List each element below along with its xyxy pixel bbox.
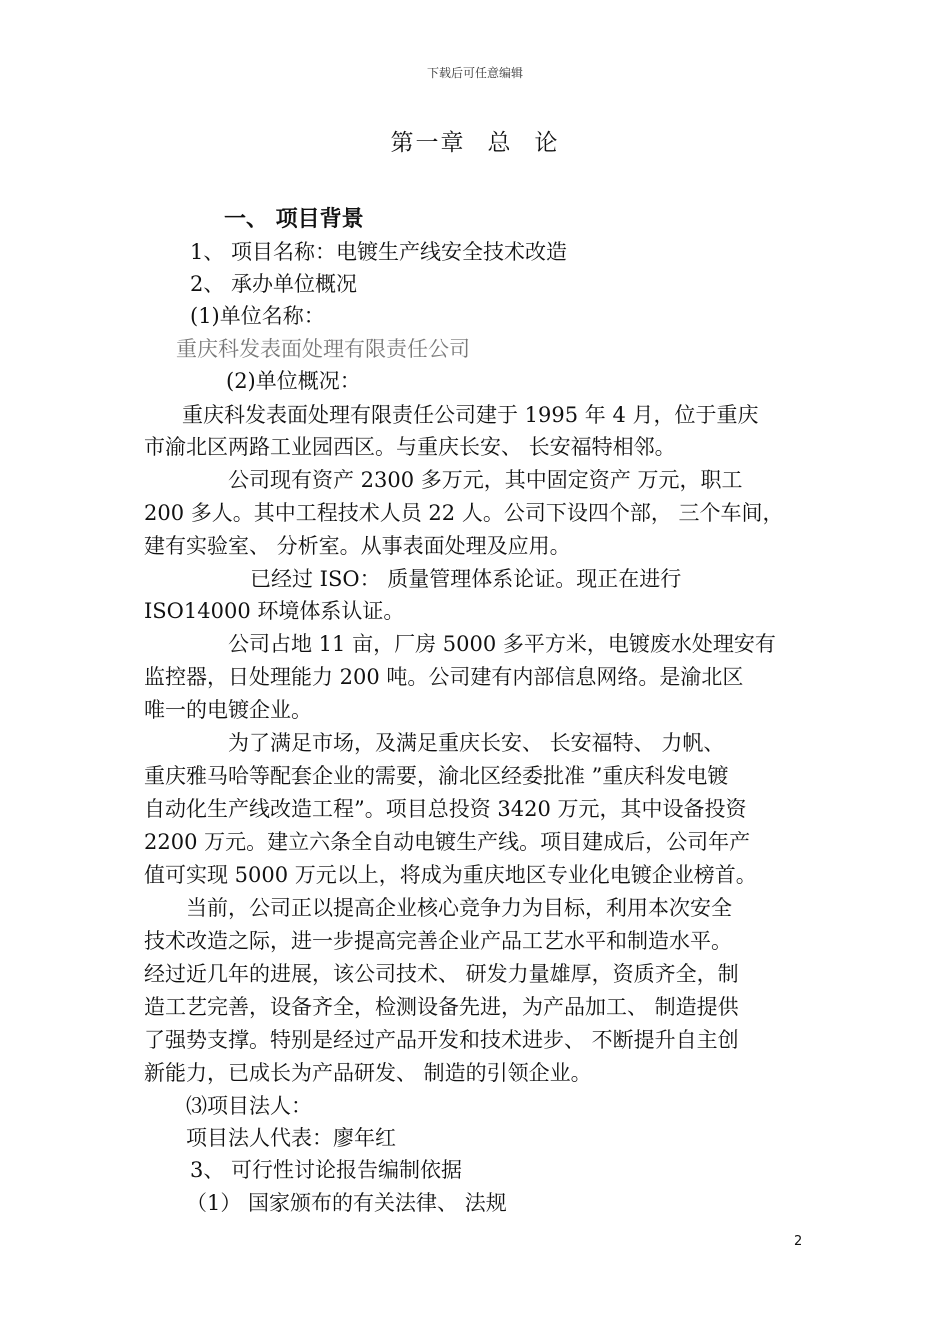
section-title-project-background: 一、 项目背景: [224, 206, 364, 232]
paragraph-line: 公司现有资产 2300 多万元，其中固定资产 万元，职工: [228, 468, 743, 492]
paragraph-line: 了强势支撑。特别是经过产品开发和技术进步、 不断提升自主创: [144, 1028, 739, 1052]
paragraph-line: 值可实现 5000 万元以上，将成为重庆地区专业化电镀企业榜首。: [144, 863, 757, 887]
paragraph-line: 项目法人代表：廖年红: [186, 1126, 396, 1150]
paragraph-line: ISO14000 环境体系认证。: [144, 599, 405, 623]
company-name-line: 重庆科发表面处理有限责任公司: [176, 337, 470, 361]
paragraph-line: 公司占地 11 亩，厂房 5000 多平方米，电镀废水处理安有: [228, 632, 776, 656]
page-header: 下载后可任意编辑: [426, 66, 523, 80]
paragraph-line: 监控器，日处理能力 200 吨。公司建有内部信息网络。是渝北区: [144, 665, 744, 689]
page-number: 2: [794, 1234, 803, 1249]
chapter-title-char-2: 论: [534, 130, 560, 156]
paragraph-line: 新能力，已成长为产品研发、 制造的引领企业。: [144, 1061, 592, 1085]
paragraph-line: 重庆科发表面处理有限责任公司建于 1995 年 4 月，位于重庆: [182, 403, 759, 427]
chapter-title-char-1: 总: [487, 130, 513, 156]
paragraph-line: 200 多人。其中工程技术人员 22 人。公司下设四个部， 三个车间，: [144, 501, 784, 525]
paragraph-line: 唯一的电镀企业。: [144, 698, 312, 722]
paragraph-line: 为了满足市场，及满足重庆长安、 长安福特、 力帆、: [228, 731, 725, 755]
paragraph-line: 3、 可行性讨论报告编制依据: [190, 1158, 463, 1182]
paragraph-line: 造工艺完善，设备齐全，检测设备先进，为产品加工、 制造提供: [144, 995, 739, 1019]
paragraph-line: (2)单位概况：: [226, 369, 361, 393]
paragraph-line: 经过近几年的进展，该公司技术、 研发力量雄厚，资质齐全，制: [144, 962, 739, 986]
paragraph-line: 2、 承办单位概况: [190, 272, 358, 296]
paragraph-line: 当前，公司正以提高企业核心竞争力为目标，利用本次安全: [186, 896, 732, 920]
paragraph-line: （1） 国家颁布的有关法律、 法规: [186, 1191, 507, 1215]
paragraph-line: 重庆雅马哈等配套企业的需要，渝北区经委批准 ”重庆科发电镀: [144, 764, 729, 788]
paragraph-line: 1、 项目名称：电镀生产线安全技术改造: [190, 240, 568, 264]
paragraph-line: 技术改造之际，进一步提高完善企业产品工艺水平和制造水平。: [144, 929, 732, 953]
paragraph-line: (1)单位名称：: [190, 304, 325, 328]
paragraph-line: 已经过 ISO： 质量管理体系论证。现正在进行: [250, 567, 682, 591]
paragraph-line: ⑶项目法人：: [186, 1094, 312, 1118]
paragraph-line: 2200 万元。建立六条全自动电镀生产线。项目建成后，公司年产: [144, 830, 751, 854]
paragraph-line: 建有实验室、 分析室。从事表面处理及应用。: [144, 534, 571, 558]
chapter-title: [0, 124, 950, 157]
paragraph-line: 自动化生产线改造工程”。项目总投资 3420 万元，其中设备投资: [144, 797, 747, 821]
chapter-number: 第一章: [390, 130, 466, 156]
paragraph-line: 市渝北区两路工业园西区。与重庆长安、 长安福特相邻。: [144, 435, 676, 459]
